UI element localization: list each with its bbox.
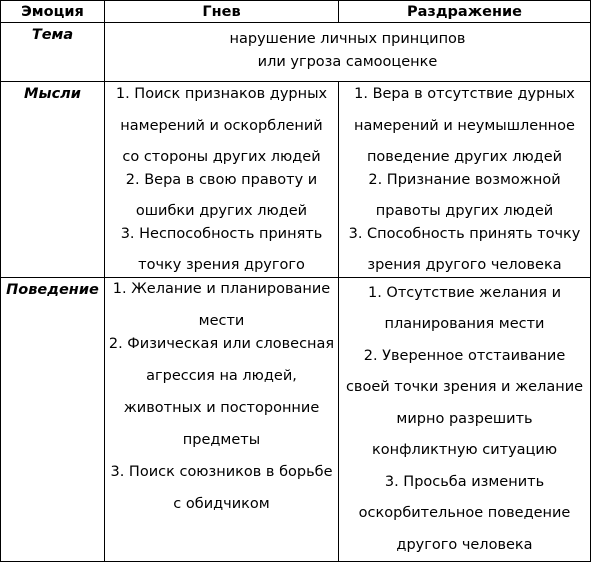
thoughts-label: Мысли bbox=[1, 82, 105, 278]
thoughts-anger-line: 2. Вера в свою правоту и bbox=[125, 171, 318, 188]
thoughts-anger-line: ошибки других людей bbox=[135, 203, 308, 219]
behavior-anger-line: мести bbox=[198, 312, 245, 329]
thoughts-anger-line: 1. Поиск признаков дурных bbox=[115, 86, 328, 102]
thoughts-anger-line: 3. Неспособность принять bbox=[120, 225, 323, 242]
behavior-anger-cell bbox=[105, 277, 339, 562]
behavior-anger-line: животных и посторонние bbox=[123, 399, 320, 416]
behavior-irritation-line: другого человека bbox=[396, 536, 533, 553]
theme-row bbox=[1, 23, 591, 82]
behavior-anger-line: 3. Поиск союзников в борьбе bbox=[110, 463, 333, 480]
header-row bbox=[1, 1, 591, 23]
header-anger: Гнев bbox=[105, 1, 339, 23]
thoughts-irritation-cell bbox=[339, 82, 591, 278]
behavior-anger-line: 2. Физическая или словесная bbox=[108, 335, 335, 352]
behavior-label: Поведение bbox=[1, 277, 105, 562]
behavior-anger-line: агрессия на людей, bbox=[146, 367, 297, 384]
behavior-irritation-line: оскорбительное поведение bbox=[358, 505, 571, 521]
theme-line-1: нарушение личных принципов bbox=[229, 31, 466, 47]
thoughts-irritation-line: 1. Вера в отсутствие дурных bbox=[354, 86, 575, 102]
behavior-irritation-line: конфликтную ситуацию bbox=[371, 442, 558, 458]
behavior-row bbox=[1, 277, 591, 562]
thoughts-anger-line: точку зрения другого bbox=[138, 257, 305, 273]
behavior-anger-line: с обидчиком bbox=[173, 495, 270, 512]
thoughts-anger-cell bbox=[105, 82, 339, 278]
thoughts-irritation-line: поведение других людей bbox=[366, 149, 563, 165]
behavior-anger-line: предметы bbox=[182, 431, 261, 448]
theme-label: Тема bbox=[1, 23, 105, 82]
thoughts-row bbox=[1, 82, 591, 278]
thoughts-irritation-line: зрения другого человека bbox=[367, 257, 562, 273]
theme-cell bbox=[105, 23, 591, 82]
behavior-irritation-line: мирно разрешить bbox=[396, 410, 533, 427]
behavior-irritation-line: 3. Просьба изменить bbox=[384, 473, 545, 490]
behavior-irritation-cell bbox=[339, 277, 591, 562]
behavior-irritation-line: 2. Уверенное отстаивание bbox=[363, 347, 566, 364]
behavior-irritation-line: планирования мести bbox=[384, 316, 545, 332]
theme-line-2: или угроза самооценке bbox=[257, 54, 438, 70]
behavior-irritation-line: 1. Отсутствие желания и bbox=[367, 284, 562, 301]
thoughts-anger-line: намерений и оскорблений bbox=[120, 117, 323, 134]
header-irritation: Раздражение bbox=[339, 1, 591, 23]
thoughts-irritation-line: 2. Признание возможной bbox=[368, 171, 561, 188]
thoughts-irritation-line: 3. Способность принять точку bbox=[348, 225, 581, 242]
behavior-anger-line: 1. Желание и планирование bbox=[112, 280, 331, 297]
header-emotion: Эмоция bbox=[1, 1, 105, 23]
thoughts-irritation-line: правоты других людей bbox=[375, 203, 554, 219]
thoughts-irritation-line: намерений и неумышленное bbox=[354, 117, 575, 134]
thoughts-anger-line: со стороны других людей bbox=[122, 149, 321, 165]
behavior-irritation-line: своей точки зрения и желание bbox=[345, 379, 584, 395]
